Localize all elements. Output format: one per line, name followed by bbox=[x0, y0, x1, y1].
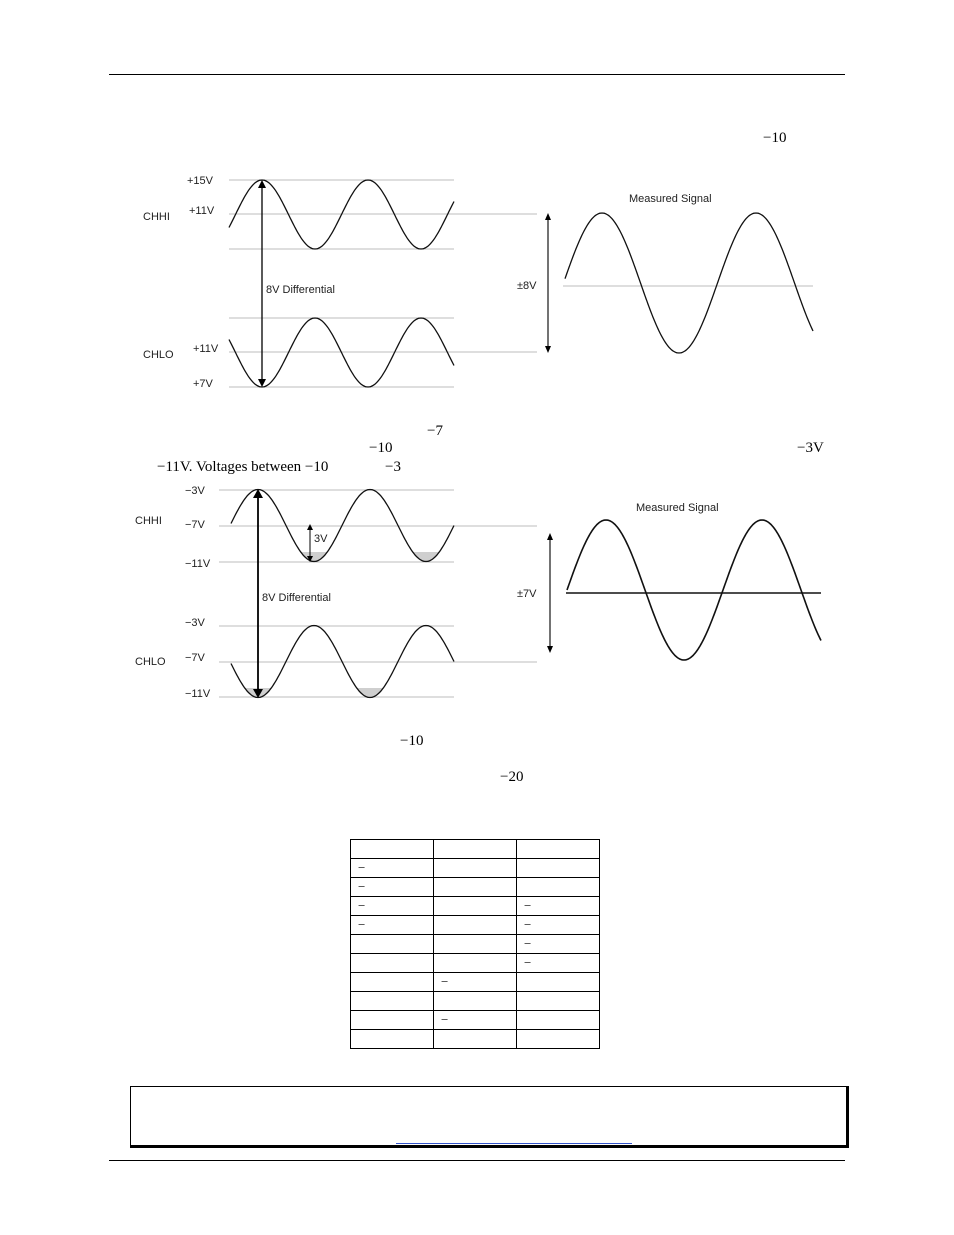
tick-label: −11V bbox=[185, 558, 211, 570]
table-cell: − bbox=[351, 859, 434, 878]
table-cell: − bbox=[517, 954, 600, 973]
tick-label: −7V bbox=[185, 519, 205, 531]
differential-arrow bbox=[258, 180, 266, 387]
tick-label: +7V bbox=[193, 378, 213, 390]
table-cell bbox=[434, 897, 517, 916]
table-row bbox=[351, 1011, 600, 1030]
note-link-underline bbox=[396, 1143, 632, 1144]
table-cell bbox=[517, 859, 600, 878]
table-cell bbox=[351, 973, 434, 992]
differential-label: 8V Differential bbox=[266, 284, 335, 296]
table-row bbox=[351, 954, 600, 973]
table-cell: − bbox=[517, 897, 600, 916]
text-fragment: −20 bbox=[500, 769, 524, 785]
table-cell bbox=[351, 935, 434, 954]
text-fragment: −10 bbox=[400, 733, 424, 749]
table-cell bbox=[517, 878, 600, 897]
differential-label: 8V Differential bbox=[262, 592, 331, 604]
table-cell: − bbox=[351, 916, 434, 935]
tick-label: −3V bbox=[185, 617, 205, 629]
measured-waveform bbox=[567, 520, 821, 660]
table-cell bbox=[351, 1011, 434, 1030]
tick-label: −7V bbox=[185, 652, 205, 664]
table-row bbox=[351, 878, 600, 897]
tick-label: +11V bbox=[189, 205, 215, 217]
clipped-region bbox=[245, 688, 383, 698]
table-row bbox=[351, 1030, 600, 1049]
tick-label: −3V bbox=[185, 485, 205, 497]
range-label: ±8V bbox=[517, 280, 537, 292]
text-fragment: −10 bbox=[369, 440, 393, 456]
table-cell bbox=[517, 973, 600, 992]
table-cell bbox=[434, 840, 517, 859]
table-row bbox=[351, 992, 600, 1011]
table-cell: − bbox=[351, 897, 434, 916]
table-cell: − bbox=[517, 916, 600, 935]
range-arrow bbox=[547, 533, 553, 653]
table-cell bbox=[434, 935, 517, 954]
table-cell: − bbox=[517, 935, 600, 954]
chlo-label: CHLO bbox=[143, 349, 174, 361]
tick-label: +15V bbox=[187, 175, 213, 187]
gap-arrow bbox=[307, 524, 313, 562]
text-fragment: −11V. Voltages between −10 bbox=[157, 459, 329, 475]
table-cell bbox=[434, 878, 517, 897]
tick-label: −11V bbox=[185, 688, 211, 700]
text-fragment: −3 bbox=[385, 459, 401, 475]
table-row bbox=[351, 973, 600, 992]
tick-label: +11V bbox=[193, 343, 219, 355]
table-cell: − bbox=[434, 1011, 517, 1030]
table-cell bbox=[351, 992, 434, 1011]
table-cell bbox=[517, 1011, 600, 1030]
figure-2-waveforms bbox=[0, 470, 954, 730]
chhi-label: CHHI bbox=[135, 515, 162, 527]
text-fragment: −7 bbox=[427, 423, 443, 439]
table-cell bbox=[517, 840, 600, 859]
measured-signal-title: Measured Signal bbox=[629, 193, 712, 205]
figure-1-waveforms bbox=[0, 0, 954, 420]
range-arrow bbox=[545, 213, 551, 353]
table-row bbox=[351, 897, 600, 916]
text-fragment: −10 bbox=[763, 130, 787, 146]
table-cell bbox=[517, 992, 600, 1011]
table-cell bbox=[434, 859, 517, 878]
footer-rule bbox=[109, 1160, 845, 1161]
table-cell bbox=[351, 1030, 434, 1049]
chhi-label: CHHI bbox=[143, 211, 170, 223]
table-row bbox=[351, 840, 600, 859]
table-cell: − bbox=[351, 878, 434, 897]
table-row bbox=[351, 935, 600, 954]
gap-label: 3V bbox=[314, 533, 328, 545]
table-cell bbox=[434, 916, 517, 935]
table-row bbox=[351, 859, 600, 878]
voltage-table bbox=[350, 839, 600, 1049]
table-cell bbox=[434, 992, 517, 1011]
text-fragment: −3V bbox=[797, 440, 824, 456]
chlo-label: CHLO bbox=[135, 656, 166, 668]
table-cell bbox=[434, 954, 517, 973]
note-box bbox=[130, 1086, 849, 1148]
table-cell bbox=[351, 954, 434, 973]
table-row bbox=[351, 916, 600, 935]
measured-waveform bbox=[565, 213, 813, 353]
measured-signal-title: Measured Signal bbox=[636, 502, 719, 514]
table-cell bbox=[351, 840, 434, 859]
range-label: ±7V bbox=[517, 588, 537, 600]
table-cell bbox=[434, 1030, 517, 1049]
table-cell bbox=[517, 1030, 600, 1049]
clipped-region bbox=[301, 552, 439, 562]
table-cell: − bbox=[434, 973, 517, 992]
